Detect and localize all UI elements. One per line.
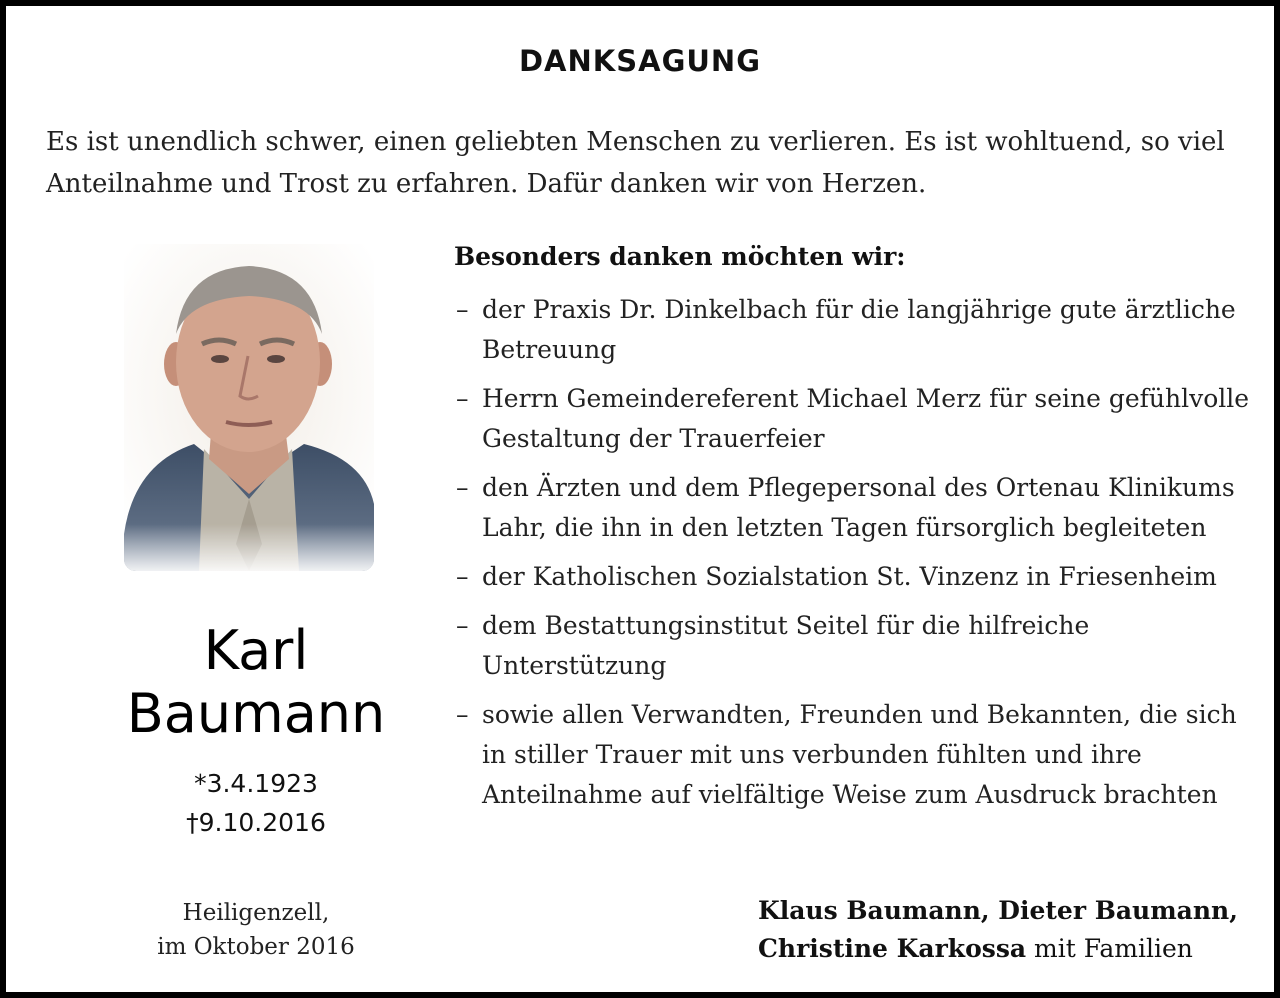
list-item: – den Ärzten und dem Pflegepersonal des Ortenau Klinikums Lahr, die ihn in den letzten Tagen fürsorglich begleiteten [454, 468, 1254, 548]
signature-line-2 [758, 930, 1258, 968]
list-item: – dem Bestattungsinstitut Seitel für die hilfreiche Unterstützung [454, 606, 1254, 686]
death-date: †9.10.2016 [186, 808, 326, 837]
date-line: im Oktober 2016 [157, 934, 355, 960]
list-item: – Herrn Gemeindereferent Michael Merz für seine gefühlvolle Gestaltung der Trauerfeier [454, 379, 1254, 459]
deceased-first-name: Karl [203, 619, 309, 682]
heading: DANKSAGUNG [518, 44, 761, 78]
birth-date: *3.4.1923 [194, 769, 318, 798]
signature-rest: mit Familien [1026, 934, 1193, 963]
signature-bold-name: Christine Karkossa [758, 934, 1027, 963]
portrait-photo [124, 244, 374, 571]
list-item: – sowie allen Verwandten, Freunden und Bekannten, die sich in stiller Trauer mit uns verbunden fühlten und ihre Anteilnahme auf vielfältige Weise zum Ausdruck brachten [454, 695, 1254, 815]
thanks-list [454, 290, 1254, 824]
deceased-last-name: Baumann [126, 682, 386, 745]
place-line: Heiligenzell, [182, 900, 330, 926]
list-item: – der Katholischen Sozialstation St. Vinzenz in Friesenheim [454, 557, 1254, 597]
thanks-title: Besonders danken möchten wir: [454, 242, 906, 271]
portrait-illustration [124, 244, 374, 571]
list-item: – der Praxis Dr. Dinkelbach für die langjährige gute ärztliche Betreuung [454, 290, 1254, 370]
signature-line-1: Klaus Baumann, Dieter Baumann, [758, 896, 1238, 925]
intro-text: Es ist unendlich schwer, einen geliebten Menschen zu verlieren. Es ist wohltuend, so viel Anteilnahme und Trost zu erfahren. Dafür danken wir von Herzen. [46, 127, 1225, 199]
